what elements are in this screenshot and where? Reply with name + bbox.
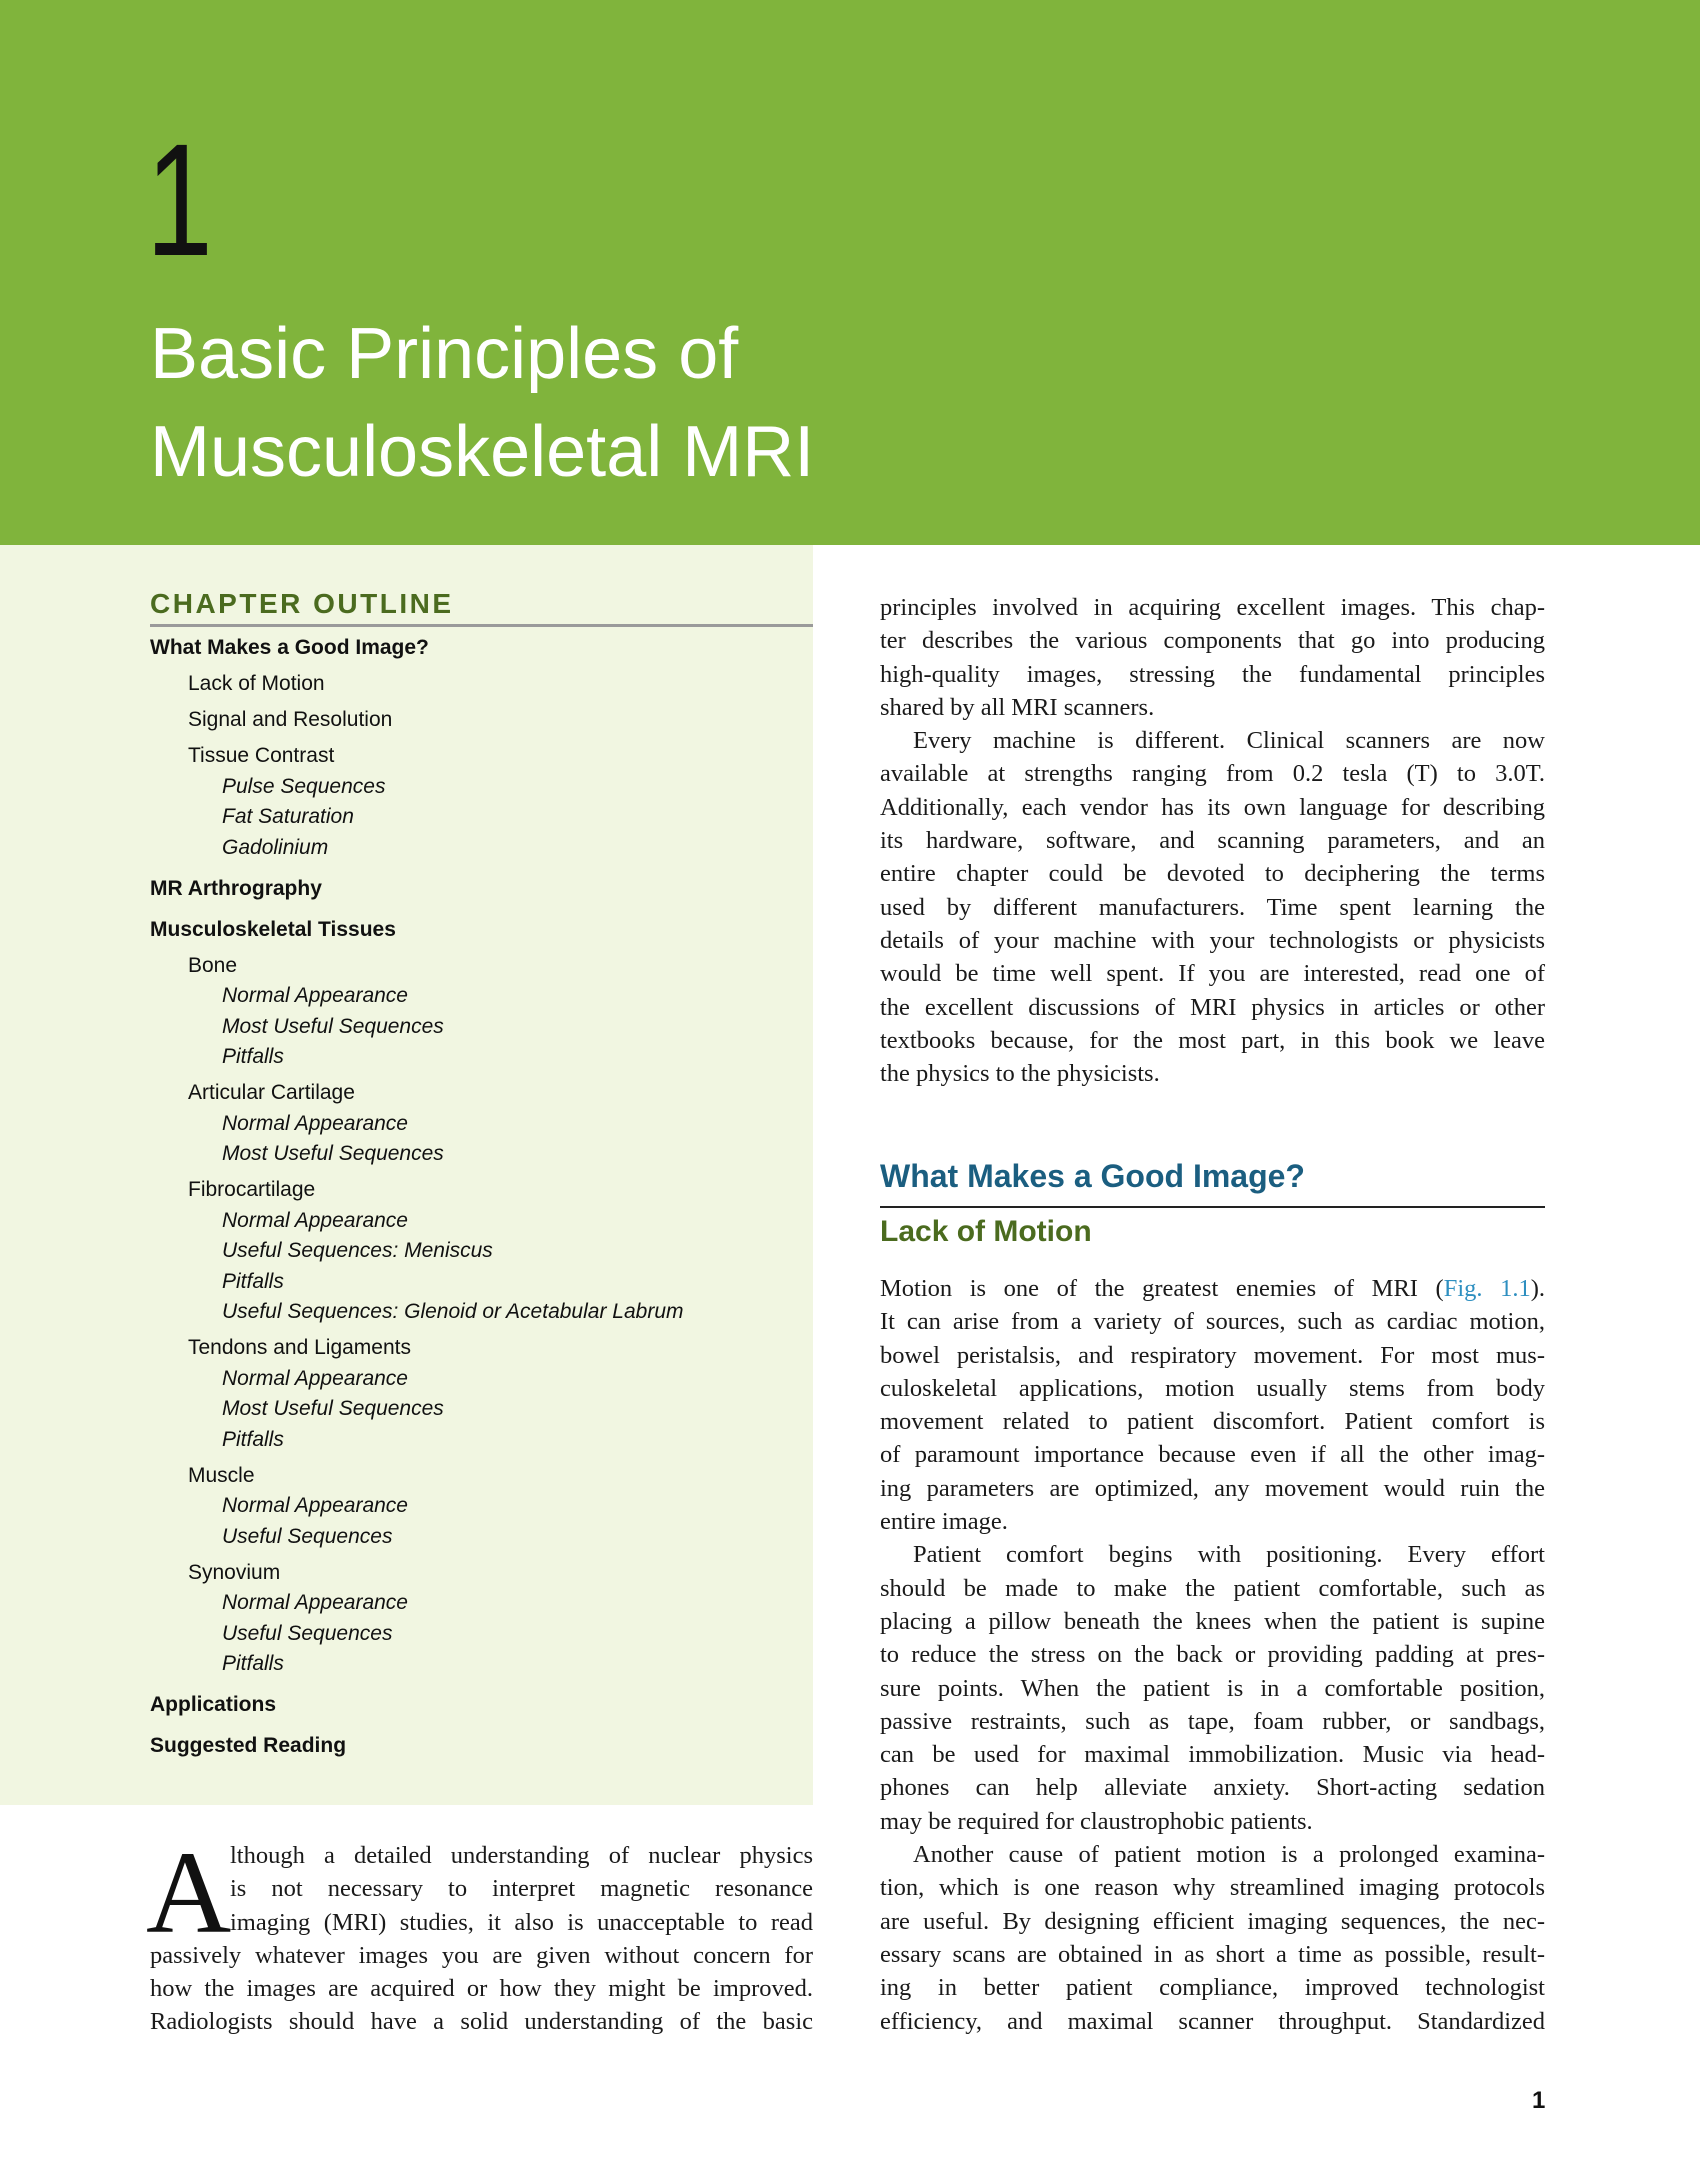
- outline-item[interactable]: Pulse Sequences: [222, 774, 386, 798]
- text-line: Another cause of patient motion is a prolonged examina-: [913, 1841, 1545, 1869]
- drop-cap: A: [146, 1827, 232, 1958]
- outline-item[interactable]: Normal Appearance: [222, 1111, 408, 1135]
- outline-item[interactable]: Articular Cartilage: [188, 1081, 355, 1104]
- outline-item[interactable]: MR Arthrography: [150, 876, 322, 900]
- text-line: sure points. When the patient is in a comfortable position,: [880, 1674, 1545, 1702]
- outline-item[interactable]: Pitfalls: [222, 1045, 284, 1068]
- text-line: ing parameters are optimized, any movement would ruin the: [880, 1474, 1545, 1502]
- outline-item[interactable]: Normal Appearance: [222, 1366, 408, 1390]
- outline-item[interactable]: Normal Appearance: [222, 1494, 408, 1517]
- text-line: imaging (MRI) studies, it also is unacceptable to read: [230, 1908, 813, 1936]
- text-line: phones can help alleviate anxiety. Short-acting sedation: [880, 1774, 1545, 1802]
- outline-item[interactable]: Lack of Motion: [188, 672, 325, 695]
- text-line: movement related to patient discomfort. Patient comfort is: [880, 1408, 1545, 1436]
- text-line: are useful. By designing efficient imaging sequences, the nec-: [880, 1907, 1545, 1935]
- text-line: [880, 1272, 1545, 1305]
- text-line: tion, which is one reason why streamlined imaging protocols: [880, 1874, 1545, 1902]
- outline-item[interactable]: Most Useful Sequences: [222, 1142, 444, 1165]
- outline-item[interactable]: Useful Sequences: Glenoid or Acetabular Labrum: [222, 1300, 684, 1323]
- text-line: to reduce the stress on the back or providing padding at pres-: [880, 1641, 1545, 1669]
- chapter-header-band: [0, 0, 1700, 545]
- chapter-title-line: Basic Principles of: [150, 314, 739, 394]
- outline-item[interactable]: What Makes a Good Image?: [150, 636, 429, 659]
- text-line: It can arise from a variety of sources, such as cardiac motion,: [880, 1308, 1545, 1336]
- subsection-heading: Lack of Motion: [880, 1215, 1092, 1248]
- text-line: culoskeletal applications, motion usually stems from body: [880, 1374, 1545, 1402]
- text-line: the physics to the physicists.: [880, 1060, 1160, 1088]
- text-line: entire image.: [880, 1508, 1008, 1536]
- outline-item[interactable]: Suggested Reading: [150, 1734, 347, 1757]
- outline-divider: [150, 624, 813, 627]
- chapter-number: 1: [146, 110, 213, 289]
- text-line: entire chapter could be devoted to deciphering the terms: [880, 860, 1545, 888]
- text-line: shared by all MRI scanners.: [880, 693, 1155, 721]
- outline-item[interactable]: Musculoskeletal Tissues: [150, 917, 396, 941]
- outline-item[interactable]: Useful Sequences: [222, 1524, 393, 1548]
- text-line: can be used for maximal immobilization. Music via head-: [880, 1741, 1545, 1769]
- text-line: Patient comfort begins with positioning. Every effort: [913, 1541, 1545, 1569]
- outline-item[interactable]: Normal Appearance: [222, 1591, 408, 1614]
- chapter-title: [150, 305, 814, 501]
- outline-item[interactable]: Most Useful Sequences: [222, 1397, 444, 1420]
- text-line: details of your machine with your technologists or physicists: [880, 926, 1545, 954]
- text-line: placing a pillow beneath the knees when the patient is supine: [880, 1607, 1545, 1635]
- chapter-outline-list: [150, 633, 810, 1762]
- outline-item[interactable]: Useful Sequences: [222, 1621, 393, 1645]
- text-line: efficiency, and maximal scanner throughput. Standardized: [880, 2007, 1545, 2035]
- text-line: lthough a detailed understanding of nuclear physics: [230, 1842, 813, 1869]
- chapter-title-line: Musculoskeletal MRI: [150, 412, 815, 492]
- figure-link[interactable]: Fig. 1.1: [1443, 1275, 1531, 1302]
- text-line: bowel peristalsis, and respiratory movement. For most mus-: [880, 1341, 1545, 1369]
- outline-item[interactable]: Synovium: [188, 1560, 281, 1584]
- text-line: essary scans are obtained in as short a time as possible, result-: [880, 1940, 1545, 1968]
- outline-item[interactable]: Muscle: [188, 1463, 255, 1487]
- text-span: ).: [1530, 1275, 1545, 1302]
- outline-item[interactable]: Signal and Resolution: [188, 708, 393, 731]
- page-number: 1: [1532, 2087, 1546, 2114]
- text-line: how the images are acquired or how they might be improved.: [150, 1975, 813, 2003]
- text-line: ing in better patient compliance, improved technologist: [880, 1974, 1545, 2002]
- text-line: may be required for claustrophobic patients.: [880, 1807, 1313, 1835]
- outline-item[interactable]: Applications: [150, 1693, 277, 1716]
- text-line: would be time well spent. If you are interested, read one of: [880, 960, 1545, 988]
- text-line: Radiologists should have a solid understanding of the basic: [150, 2008, 813, 2036]
- text-line: passively whatever images you are given without concern for: [150, 1941, 813, 1969]
- text-line: used by different manufacturers. Time spent learning the: [880, 893, 1545, 921]
- text-line: is not necessary to interpret magnetic resonance: [230, 1875, 813, 1903]
- outline-item[interactable]: Fat Saturation: [222, 805, 354, 828]
- outline-item[interactable]: Pitfalls: [222, 1269, 284, 1293]
- text-line: the excellent discussions of MRI physics in articles or other: [880, 993, 1545, 1021]
- text-line: Additionally, each vendor has its own language for describing: [880, 793, 1545, 821]
- outline-item[interactable]: Useful Sequences: Meniscus: [222, 1239, 493, 1262]
- outline-item[interactable]: Bone: [188, 953, 238, 977]
- body-column-bottom: [880, 1272, 1545, 2038]
- outline-item[interactable]: Gadolinium: [222, 835, 329, 859]
- text-line: high-quality images, stressing the fundamental principles: [880, 660, 1545, 688]
- text-line: Every machine is different. Clinical scanners are now: [913, 727, 1545, 755]
- outline-item[interactable]: Most Useful Sequences: [222, 1014, 444, 1038]
- outline-item[interactable]: Pitfalls: [222, 1427, 284, 1451]
- section-heading: What Makes a Good Image?: [880, 1158, 1305, 1194]
- section-divider: [880, 1206, 1545, 1208]
- text-line: available at strengths ranging from 0.2 tesla (T) to 3.0T.: [880, 760, 1545, 788]
- chapter-outline-heading: CHAPTER OUTLINE: [150, 588, 454, 619]
- intro-paragraph: [150, 1839, 813, 2039]
- body-column-top: [880, 591, 1545, 1090]
- outline-item[interactable]: Fibrocartilage: [188, 1178, 316, 1201]
- text-line: textbooks because, for the most part, in this book we leave: [880, 1026, 1545, 1054]
- text-line: of paramount importance because even if all the other imag-: [880, 1441, 1545, 1469]
- text-line: ter describes the various components that go into producing: [880, 627, 1545, 655]
- text-line: its hardware, software, and scanning parameters, and an: [880, 827, 1545, 855]
- text-span: Motion is one of the greatest enemies of MRI (: [880, 1275, 1444, 1302]
- outline-item[interactable]: Tendons and Ligaments: [188, 1336, 411, 1359]
- text-line: passive restraints, such as tape, foam rubber, or sandbags,: [880, 1707, 1545, 1735]
- outline-item[interactable]: Tissue Contrast: [188, 744, 335, 767]
- text-line: principles involved in acquiring excellent images. This chap-: [880, 594, 1545, 621]
- text-line: should be made to make the patient comfortable, such as: [880, 1574, 1545, 1602]
- outline-item[interactable]: Normal Appearance: [222, 1208, 408, 1232]
- outline-item[interactable]: Normal Appearance: [222, 984, 408, 1007]
- outline-item[interactable]: Pitfalls: [222, 1652, 284, 1675]
